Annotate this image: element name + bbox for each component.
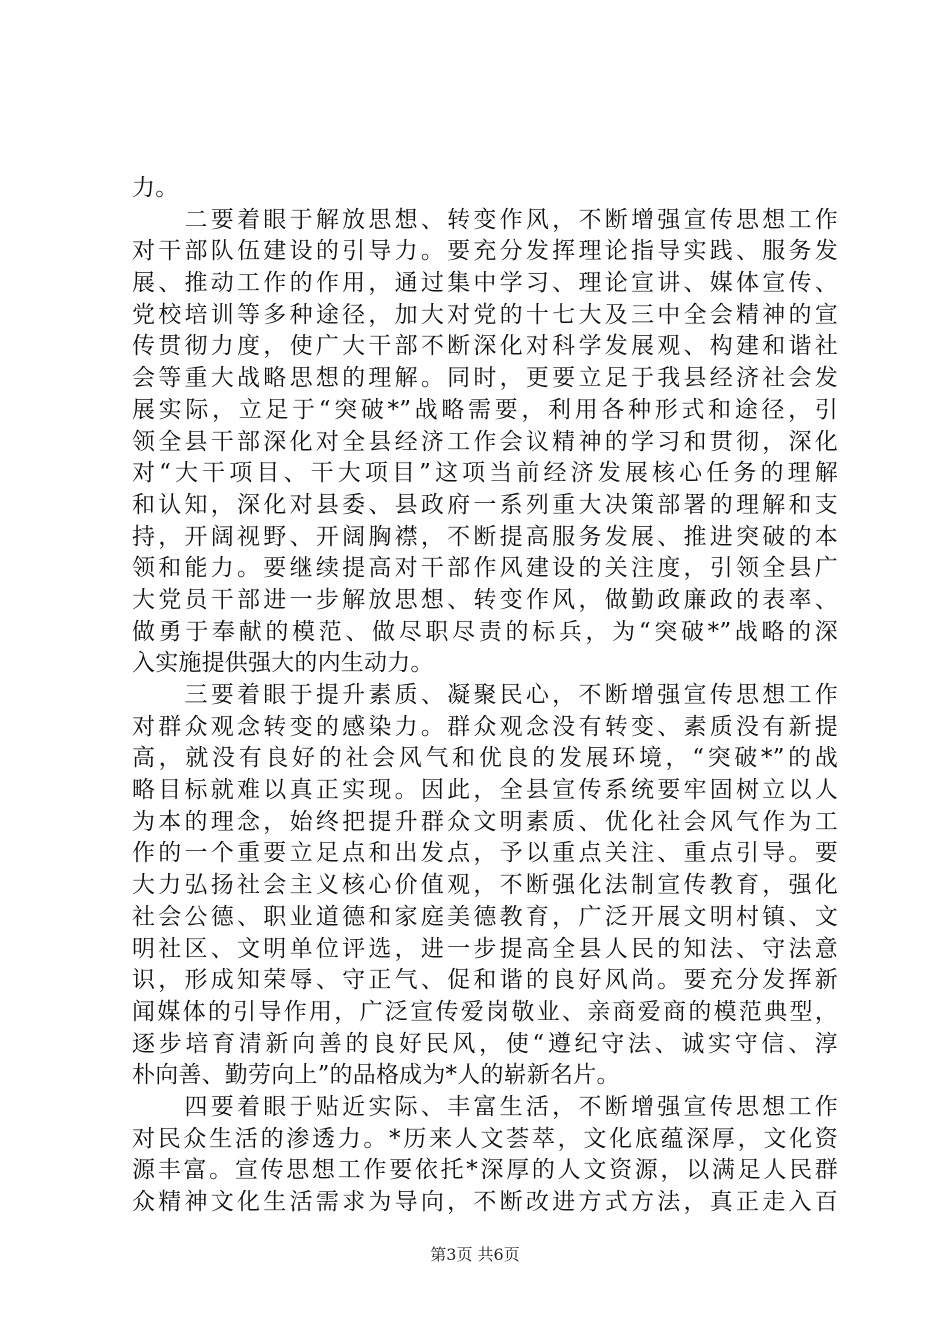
page-number-footer: 第3页 共6页 xyxy=(430,1245,520,1264)
text-line: 大党员干部进一步解放思想、转变作风，做勤政廉政的表率、 xyxy=(132,586,838,613)
text-line: 会等重大战略思想的理解。同时，更要立足于我县经济社会发 xyxy=(132,365,838,392)
text-line: 展、推动工作的作用，通过集中学习、理论宣讲、媒体宣传、 xyxy=(132,270,838,297)
text-line: 作的一个重要立足点和出发点，予以重点关注、重点引导。要 xyxy=(132,840,838,867)
text-line: 持，开阔视野、开阔胸襟，不断提高服务发展、推进突破的本 xyxy=(132,523,838,550)
text-line: 对干部队伍建设的引导力。要充分发挥理论指导实践、服务发 xyxy=(132,238,838,265)
text-line: 党校培训等多种途径，加大对党的十七大及三中全会精神的宣 xyxy=(132,301,838,328)
text-line: 领和能力。要继续提高对干部作风建设的关注度，引领全县广 xyxy=(132,555,838,582)
text-line: 做勇于奉献的模范、做尽职尽责的标兵，为“突破*”战略的深 xyxy=(132,618,838,645)
text-line: 明社区、文明单位评选，进一步提高全县人民的知法、守法意 xyxy=(132,935,838,962)
text-line: 对群众观念转变的感染力。群众观念没有转变、素质没有新提 xyxy=(132,713,838,740)
text-line: 大力弘扬社会主义核心价值观，不断强化法制宣传教育，强化 xyxy=(132,872,838,899)
text-line: 闻媒体的引导作用，广泛宣传爱岗敬业、亲商爱商的模范典型， xyxy=(132,998,838,1025)
text-line: 展实际，立足于“突破*”战略需要，利用各种形式和途径，引 xyxy=(132,396,838,423)
document-body xyxy=(132,173,838,1219)
text-line: 领全县干部深化对全县经济工作会议精神的学习和贯彻，深化 xyxy=(132,428,838,455)
text-line: 传贯彻力度，使广大干部不断深化对科学发展观、构建和谐社 xyxy=(132,333,838,360)
text-line: 高，就没有良好的社会风气和优良的发展环境，“突破*”的战 xyxy=(132,745,838,772)
text-line: 为本的理念，始终把提升群众文明素质、优化社会风气作为工 xyxy=(132,808,838,835)
text-line: 三要着眼于提升素质、凝聚民心，不断增强宣传思想工作 xyxy=(132,682,838,708)
text-line: 对民众生活的渗透力。*历来人文荟萃，文化底蕴深厚，文化资 xyxy=(132,1125,838,1152)
text-line: 社会公德、职业道德和家庭美德教育，广泛开展文明村镇、文 xyxy=(132,903,838,930)
text-line: 识，形成知荣辱、守正气、促和谐的良好风尚。要充分发挥新 xyxy=(132,967,838,994)
text-line: 朴向善、勤劳向上”的品格成为*人的崭新名片。 xyxy=(132,1062,620,1089)
text-line: 略目标就难以真正实现。因此，全县宣传系统要牢固树立以人 xyxy=(132,777,838,804)
text-line: 对“大干项目、干大项目”这项当前经济发展核心任务的理解 xyxy=(132,460,838,487)
text-line: 逐步培育清新向善的良好民风，使“遵纪守法、诚实守信、淳 xyxy=(132,1030,838,1057)
text-line: 力。 xyxy=(132,175,179,201)
text-line: 入实施提供强大的内生动力。 xyxy=(132,650,434,677)
text-line: 二要着眼于解放思想、转变作风，不断增强宣传思想工作 xyxy=(132,206,838,233)
text-line: 众精神文化生活需求为导向，不断改进方式方法，真正走入百 xyxy=(132,1189,838,1215)
text-line: 和认知，深化对县委、县政府一系列重大决策部署的理解和支 xyxy=(132,491,838,518)
text-line: 源丰富。宣传思想工作要依托*深厚的人文资源，以满足人民群 xyxy=(132,1157,838,1184)
text-line: 四要着眼于贴近实际、丰富生活，不断增强宣传思想工作 xyxy=(132,1093,838,1120)
